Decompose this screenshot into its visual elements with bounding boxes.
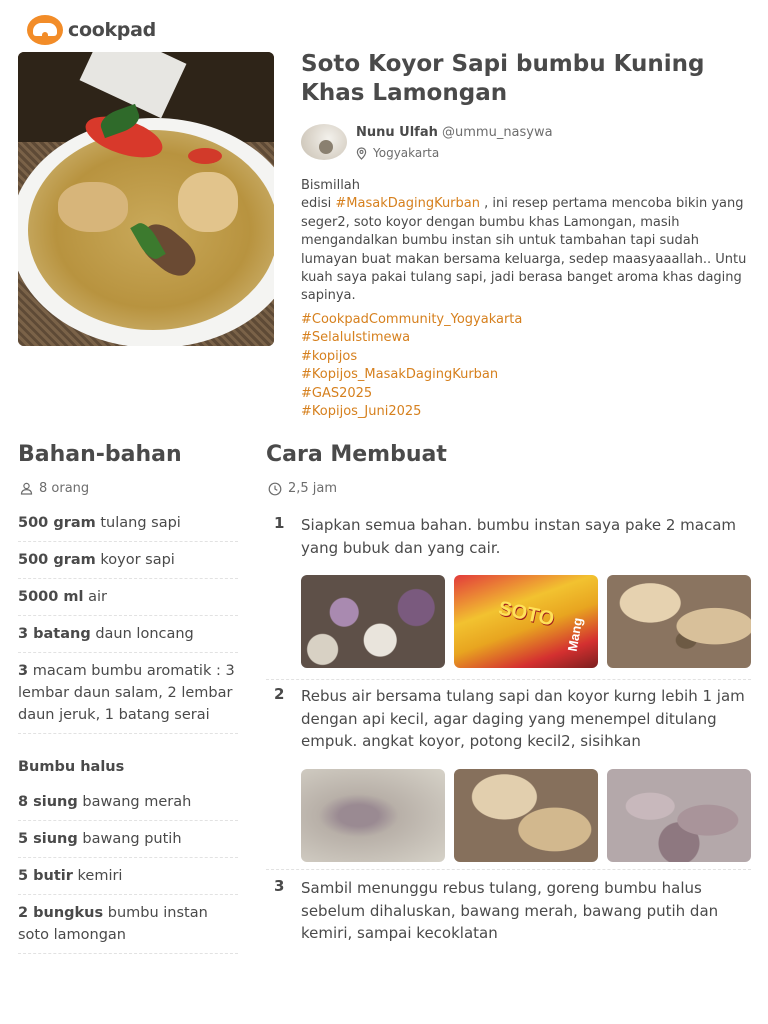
author-block[interactable] [301, 124, 553, 160]
packet-brand-text: SOTO [496, 597, 557, 631]
step-divider [266, 869, 751, 870]
hashtag-link[interactable]: #GAS2025 [301, 385, 373, 401]
step-text: Sambil menunggu rebus tulang, goreng bumbu halus sebelum dihaluskan, bawang merah, bawang putih dan kemiri, sampai kecoklatan [301, 879, 719, 942]
hashtag-link[interactable]: #MasakDagingKurban [335, 196, 480, 212]
avatar[interactable] [301, 124, 347, 160]
chef-hat-icon [27, 15, 63, 45]
recipe-photo[interactable] [18, 52, 274, 346]
ingredient-item: 3 macam bumbu aromatik : 3 lembar daun salam, 2 lembar daun jeruk, 1 batang serai [18, 653, 238, 734]
author-location [356, 146, 553, 160]
step-photo[interactable] [454, 575, 598, 668]
hashtag-list [301, 311, 522, 421]
ingredient-item: 5000 ml air [18, 579, 238, 616]
ingredient-item: 5 butir kemiri [18, 858, 238, 895]
description-body: edisi #MasakDagingKurban , ini resep pertama mencoba bikin yang seger2, soto koyor dengan bumbu khas Lamongan, masih mengandalkan bumbu instan sih untuk tambahan tapi sudah lumayan buat makan bersama keluarga, sedep maasyaaallah.. Untu kuah saya pakai tulang sapi, jadi berasa banget aroma khas daging sapinya. [301, 196, 747, 304]
cookpad-logo[interactable] [27, 14, 156, 46]
steps-heading: Cara Membuat [266, 442, 447, 467]
logo-text: cookpad [68, 19, 156, 41]
recipe-description [301, 177, 751, 306]
description-line: Bismillah [301, 178, 361, 193]
hashtag-link[interactable]: #kopijos [301, 348, 358, 364]
step-number: 3 [274, 877, 285, 895]
step-item [266, 877, 751, 945]
ingredient-item: 3 batang daun loncang [18, 616, 238, 653]
step-photo[interactable] [454, 769, 598, 862]
cook-duration [268, 481, 337, 496]
ingredient-item: 8 siung bawang merah [18, 784, 238, 821]
author-name[interactable]: Nunu Ulfah [356, 125, 438, 140]
ingredients-heading: Bahan-bahan [18, 442, 182, 467]
clock-icon [268, 482, 282, 496]
step-text: Siapkan semua bahan. bumbu instan saya pake 2 macam yang bubuk dan yang cair. [301, 516, 737, 557]
person-icon [20, 482, 33, 495]
servings [20, 481, 89, 496]
location-text: Yogyakarta [373, 146, 440, 160]
ingredient-item: 5 siung bawang putih [18, 821, 238, 858]
ingredient-item: 2 bungkus bumbu instan soto lamongan [18, 895, 238, 954]
step-number: 2 [274, 685, 285, 703]
step-text: Rebus air bersama tulang sapi dan koyor kurng lebih 1 jam dengan api kecil, agar daging yang menempel ditulang empuk. angkat koyor, potong kecil2, sisihkan [301, 687, 745, 750]
step-photo[interactable] [607, 769, 751, 862]
packet-side-text: Mang [564, 616, 586, 653]
ingredient-item: 500 gram tulang sapi [18, 505, 238, 542]
step-photo[interactable] [301, 575, 445, 668]
hashtag-link[interactable]: #Kopijos_Juni2025 [301, 404, 422, 420]
step-number: 1 [274, 514, 285, 532]
duration-text: 2,5 jam [288, 481, 338, 496]
ingredient-section-title: Bumbu halus [18, 759, 125, 775]
hashtag-link[interactable]: #SelaluIstimewa [301, 330, 411, 346]
step-photo[interactable] [301, 769, 445, 862]
step-photo[interactable] [607, 575, 751, 668]
hashtag-link[interactable]: #CookpadCommunity_Yogyakarta [301, 312, 523, 327]
step-item [266, 514, 751, 668]
step-divider [266, 679, 751, 680]
author-handle: @ummu_nasywa [442, 125, 553, 140]
step-item [266, 685, 751, 862]
recipe-title: Soto Koyor Sapi bumbu Kuning Khas Lamongan [301, 51, 705, 106]
hashtag-link[interactable]: #Kopijos_MasakDagingKurban [301, 367, 499, 383]
location-pin-icon [356, 147, 367, 160]
servings-text: 8 orang [39, 481, 90, 496]
ingredient-item: 500 gram koyor sapi [18, 542, 238, 579]
ingredient-list [18, 505, 238, 954]
